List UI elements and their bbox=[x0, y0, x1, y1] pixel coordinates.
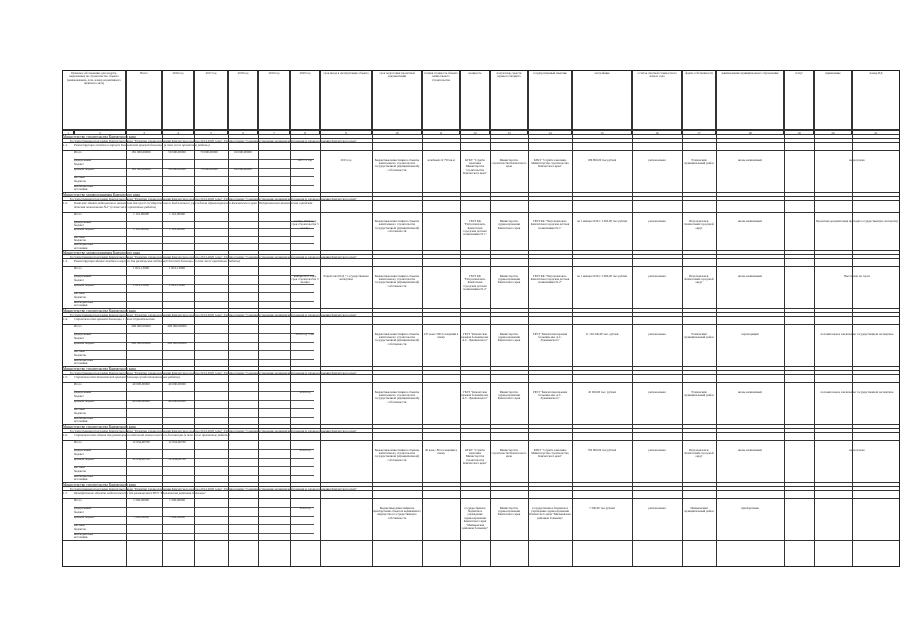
object-cell-c22: положительное заключение государственной экспертизы bbox=[820, 332, 894, 336]
finance-value: 12 934,00700 bbox=[132, 440, 150, 444]
column-number: 5 bbox=[194, 130, 228, 135]
program-row: Государственная программа Камчатского края "Развитие здравоохранения Камчатского края на 2014-2020 годы", Подпрограмма "Совершенствование медицинской помощи и здравоохранения Камчатского края" bbox=[62, 197, 900, 201]
object-cell-c22: не получено bbox=[849, 158, 865, 162]
section-row: Министерство строительства Камчатского края bbox=[62, 425, 900, 429]
column-header: срок ввода в эксплуатацию объекта bbox=[320, 70, 372, 130]
object-cell-c19: региональная bbox=[648, 506, 666, 510]
object-cell-c11: 2016 год bbox=[299, 390, 311, 394]
object-cell-c19: региональная bbox=[648, 332, 666, 336]
column-number: 8 bbox=[290, 130, 320, 135]
program-row: Государственная программа Камчатского края "Развитие здравоохранения Камчатского края на 2014-2020 годы", Подпрограмма "Совершенствование медицинской помощи и здравоохранения Камчатского края" bbox=[62, 313, 900, 317]
object-cell-c13: Бюджетные инвестиции в объекты капитального строительства государственной (муниципальной) собственности bbox=[374, 274, 420, 288]
object-cell-c11: 2017, 2 год bbox=[298, 158, 312, 162]
column-line bbox=[422, 70, 423, 567]
finance-value: 70 000,00000 bbox=[200, 166, 218, 171]
column-line bbox=[490, 70, 491, 567]
object-cell-c22: Выставлен на торги bbox=[844, 274, 870, 278]
program-row: Государственная программа Камчатского края "Развитие здравоохранения Камчатского края на 2014-2020 годы", Подпрограмма "Совершенствование медицинской помощи и здравоохранения Камчатского края" bbox=[62, 255, 900, 259]
column-line bbox=[162, 70, 163, 567]
column-header: наименование муниципального образования bbox=[716, 70, 784, 130]
section-row: Министерство строительства Камчатского края bbox=[62, 483, 900, 487]
column-line bbox=[228, 70, 229, 567]
object-index: 1.4. bbox=[63, 317, 68, 321]
object-cell-c15: государственное бюджетное учреждение здравоохранения Камчатского края "Мильковская районная больница" bbox=[462, 506, 488, 530]
object-cell-c18: 792 800,00 тыс.рублей bbox=[587, 448, 617, 452]
object-cell-c19: региональная bbox=[648, 219, 666, 223]
finance-label: краевой бюджет bbox=[74, 227, 95, 232]
finance-label: краевой бюджет bbox=[74, 340, 95, 345]
object-title: Реконструкция здания лечебного корпуса для размещения отделений детской больницы (в том числе проектные работы) bbox=[74, 259, 241, 263]
column-line bbox=[290, 70, 291, 567]
column-number: 4 bbox=[162, 130, 194, 135]
finance-value: 12 934,00700 bbox=[168, 456, 186, 461]
object-cell-c21: вновь начинаемый bbox=[738, 448, 762, 452]
finance-label: краевой бюджет bbox=[74, 514, 95, 519]
finance-value: 200 000,00000 bbox=[131, 340, 151, 345]
column-header: 2020 год bbox=[290, 70, 320, 130]
finance-label: Итого bbox=[74, 382, 82, 386]
object-cell-c11: 2018 год, 5 лет bbox=[295, 332, 315, 336]
object-cell-c21: приобретение bbox=[741, 506, 759, 510]
object-cell-c19: региональная bbox=[648, 390, 666, 394]
finance-label: внебюджетные источники bbox=[74, 299, 94, 307]
column-number: 6 bbox=[228, 130, 258, 135]
column-header: получатель средств краевого бюджета bbox=[490, 70, 528, 130]
finance-value: 1 110,00000 bbox=[133, 212, 149, 216]
object-title-row bbox=[62, 201, 900, 213]
object-cell-c20: Петропавловск-Камчатский городской округ bbox=[684, 219, 714, 230]
finance-label: федеральный бюджет bbox=[74, 332, 92, 340]
object-title-row bbox=[62, 433, 900, 441]
object-cell-c13: Бюджетные инвестиции на приобретение объектов недвижимого имущества в государственную собственность bbox=[373, 506, 421, 520]
object-title-row bbox=[62, 375, 900, 383]
column-line bbox=[852, 70, 853, 567]
object-title: Строительство Камчатской краевой больницы (подготовительные работы) bbox=[74, 375, 180, 379]
finance-label: внебюджетные источники bbox=[74, 357, 94, 365]
finance-label: Итого bbox=[74, 266, 82, 270]
column-number: 10 bbox=[372, 130, 422, 135]
object-cell-c13: Бюджетные инвестиции в объекты капитального строительства государственной (муниципальной) собственности bbox=[374, 332, 420, 346]
column-header: 2016 год bbox=[162, 70, 194, 130]
object-cell-c15: ГБУЗ КК "Петропавловск-Камчатская городская детская поликлиника № 2" bbox=[463, 274, 487, 292]
column-line bbox=[460, 70, 461, 567]
object-cell-c16: Министерство здравоохранения Камчатского края bbox=[497, 274, 521, 285]
section-row: Министерство строительства Камчатского края bbox=[62, 135, 900, 139]
finance-value: 1 821,13000 bbox=[169, 282, 185, 287]
column-number: 2 bbox=[74, 130, 126, 135]
section-row: Министерство здравоохранения Камчатского края bbox=[62, 251, 900, 255]
column-number: 1 bbox=[62, 130, 74, 135]
object-cell-c20: Елизовский муниципальный район bbox=[684, 158, 714, 165]
object-title: Приобретение объекта недвижимости для размещения ГБУЗ "Мильковская районная больница" bbox=[74, 491, 206, 495]
finance-value: 60 000,00000 bbox=[234, 166, 252, 171]
column-header: 2017 год bbox=[194, 70, 228, 130]
finance-value: 1 821,13000 bbox=[133, 282, 149, 287]
object-index: 1.5. bbox=[63, 375, 68, 379]
object-block bbox=[62, 267, 900, 309]
column-header: примечание bbox=[814, 70, 852, 130]
finance-label: Итого bbox=[74, 324, 82, 328]
finance-label: федеральный бюджет bbox=[74, 158, 92, 166]
object-cell-c20: Елизовский муниципальный район bbox=[684, 332, 714, 339]
object-cell-c18: 186 800,00 тыс.рублей bbox=[587, 158, 617, 162]
object-cell-c11: октябрь 2016 года, срок строительства 3 месяца bbox=[291, 219, 319, 230]
object-cell-c11: 2016 год bbox=[299, 448, 311, 452]
object-cell-c21: вновь начинаемый bbox=[738, 274, 762, 278]
object-block bbox=[62, 441, 900, 483]
column-number: 21 bbox=[852, 130, 900, 135]
object-block bbox=[62, 499, 900, 541]
finance-label: Итого bbox=[74, 212, 82, 216]
section-row: Министерство строительства Камчатского края bbox=[62, 367, 900, 371]
object-cell-c17: КГКУ "Служба заказчика Министерства строительства Камчатского края" bbox=[531, 158, 569, 169]
finance-label: краевой бюджет bbox=[74, 398, 95, 403]
object-block bbox=[62, 213, 900, 251]
object-cell-c15: ГБУЗ "Камчатская краевая больница им. А.С. Лукашевского" bbox=[461, 332, 489, 343]
column-line bbox=[784, 70, 785, 567]
finance-value: 12 934,00700 bbox=[132, 456, 150, 461]
finance-value: 7 200,00000 bbox=[133, 498, 149, 502]
finance-value: 70 000,00000 bbox=[200, 150, 218, 154]
finance-value: 1 821,13000 bbox=[169, 266, 185, 270]
column-header: срок подготовки проектной документации bbox=[372, 70, 422, 130]
column-line bbox=[682, 70, 683, 567]
object-cell-c13: Бюджетные инвестиции в объекты капитального строительства государственной (муниципальной) собственности bbox=[374, 158, 420, 172]
object-cell-c14: лечебный 12 759 кв.м bbox=[427, 158, 455, 162]
program-row: Государственная программа Камчатского края "Развитие здравоохранения Камчатского края на 2014-2020 годы", Подпрограмма "Совершенствование медицинской помощи и здравоохранения Камчатского края" bbox=[62, 429, 900, 433]
object-cell-c16: Министерство строительства Камчатского края bbox=[491, 448, 527, 459]
object-cell-c16: Министерство здравоохранения Камчатского края bbox=[497, 219, 521, 230]
column-number: 18 bbox=[716, 130, 784, 135]
column-number: 9 bbox=[320, 130, 372, 135]
object-title-row bbox=[62, 259, 900, 267]
object-cell-c18: на 1 января 2016 г. 3 002,00 тыс.рублей bbox=[577, 219, 627, 223]
finance-label: внебюджетные источники bbox=[74, 531, 94, 539]
object-cell-c15: ГБУЗ КК "Петропавловск-Камчатская городская детская поликлиника № 1" bbox=[463, 219, 487, 237]
object-cell-c17: государственное бюджетное учреждение здравоохранения Камчатского края "Мильковская районная больница" bbox=[529, 506, 571, 520]
finance-value: 60 000,00000 bbox=[234, 150, 252, 154]
finance-value: 40 000,00000 bbox=[132, 398, 150, 403]
object-cell-c17: ГБУЗ КК "Петропавловск-Камчатская городская детская поликлиника № 2" bbox=[530, 274, 570, 285]
column-number: 14 bbox=[528, 130, 572, 135]
column-line bbox=[814, 70, 815, 567]
column-line bbox=[126, 70, 127, 567]
column-header: форма собственности bbox=[682, 70, 716, 130]
finance-label: Итого bbox=[74, 498, 82, 502]
finance-label: федеральный бюджет bbox=[74, 274, 92, 282]
object-index: 1.7. bbox=[63, 491, 68, 495]
finance-value: 181 000,00000 bbox=[131, 166, 151, 171]
column-number: 16 bbox=[632, 130, 682, 135]
finance-label: Итого bbox=[74, 150, 82, 154]
finance-label: местные бюджеты bbox=[74, 175, 86, 183]
object-index: 1.3. bbox=[63, 259, 68, 263]
column-line bbox=[572, 70, 573, 567]
program-row: Государственная программа Камчатского края "Развитие здравоохранения Камчатского края на 2014-2020 годы", Подпрограмма "Совершенствование медицинской помощи и здравоохранения Камчатского края" bbox=[62, 371, 900, 375]
object-cell-c17: ГБУЗ "Камчатская краевая больница им. А.С. Лукашевского" bbox=[532, 390, 568, 401]
column-line bbox=[320, 70, 321, 567]
column-header: полная стоимость объекта капитального строительства bbox=[422, 70, 460, 130]
finance-label: федеральный бюджет bbox=[74, 390, 92, 398]
object-title: Реконструкция лечебного корпуса Камчатской краевой больницы (в том числе проектные работы) bbox=[74, 143, 210, 147]
object-cell-c20: Мильковский муниципальный район bbox=[684, 506, 714, 513]
object-cell-c16: Министерство здравоохранения Камчатского края bbox=[497, 506, 521, 517]
program-row: Государственная программа Камчатского края "Развитие здравоохранения Камчатского края на 2014-2020 годы", Подпрограмма "Совершенствование медицинской помощи и здравоохранения Камчатского края" bbox=[62, 487, 900, 491]
object-cell-c13: Бюджетные инвестиции в объекты капитального строительства государственной (муниципальной) собственности bbox=[374, 390, 420, 404]
column-header: Всего bbox=[126, 70, 162, 130]
object-title-row bbox=[62, 143, 900, 151]
finance-label: федеральный бюджет bbox=[74, 219, 92, 227]
object-cell-c12: 2015 год bbox=[340, 158, 352, 162]
column-number: 7 bbox=[258, 130, 290, 135]
object-cell-c22: положительное заключение государственной экспертизы bbox=[820, 390, 894, 394]
column-header: мощность bbox=[460, 70, 490, 130]
finance-value: 1 110,00000 bbox=[169, 212, 185, 216]
finance-value: 40 000,00000 bbox=[168, 398, 186, 403]
finance-value: 200 000,00000 bbox=[167, 324, 187, 328]
column-header: Правовое обоснование для средств, выделенных на строительство объекта (наименование, дата, номер нормативного правового акта) bbox=[62, 70, 126, 130]
object-cell-c13: Бюджетные инвестиции в объекты капитального строительства государственной (муниципальной) собственности bbox=[374, 219, 420, 234]
finance-label: внебюджетные источники bbox=[74, 242, 94, 250]
object-cell-c16: Министерство здравоохранения Камчатского края bbox=[497, 332, 521, 343]
object-title: Строительство краевой больницы, 1 этап строительства bbox=[74, 317, 155, 321]
object-cell-c15: КГКУ "Служба заказчика Министерства строительства Камчатского края" bbox=[463, 158, 487, 176]
finance-value: 200 000,00000 bbox=[131, 324, 151, 328]
finance-label: внебюджетные источники bbox=[74, 473, 94, 481]
object-cell-c21: вновь начинаемый bbox=[738, 219, 762, 223]
object-cell-c18: 11 159 240,00 тыс. рублей bbox=[585, 332, 619, 336]
object-cell-c16: Министерство здравоохранения Камчатского края bbox=[497, 390, 521, 401]
column-number: 12 bbox=[460, 130, 490, 135]
finance-label: внебюджетные источники bbox=[74, 415, 94, 423]
finance-value: 200 000,00000 bbox=[167, 340, 187, 345]
object-cell-c11: 2016 год bbox=[299, 506, 311, 510]
column-header: государственный заказчик bbox=[528, 70, 572, 130]
finance-value: 1 821,13000 bbox=[133, 266, 149, 270]
object-index: 1.6. bbox=[63, 433, 68, 437]
section-row: Министерство здравоохранения Камчатского края bbox=[62, 193, 900, 197]
object-cell-c17: ГБУЗ "Камчатская краевая больница им. А.С. Лукашевского" bbox=[532, 332, 568, 343]
object-cell-c21: вновь начинаемый bbox=[738, 390, 762, 394]
finance-label: местные бюджеты bbox=[74, 407, 86, 415]
finance-label: краевой бюджет bbox=[74, 456, 95, 461]
object-cell-c21: вновь начинаемый bbox=[738, 158, 762, 162]
object-cell-c13: Бюджетные инвестиции в объекты капитального строительства государственной (муниципальной) собственности bbox=[374, 448, 420, 462]
finance-label: местные бюджеты bbox=[74, 349, 86, 357]
object-cell-c14: 237 коек/ 500 посещений в смену bbox=[423, 332, 459, 339]
column-header: номер ПД bbox=[852, 70, 900, 130]
object-cell-c17: ГБУЗ КК "Петропавловск-Камчатская городская детская поликлиника № 1" bbox=[530, 219, 570, 230]
object-cell-c19: региональная bbox=[648, 274, 666, 278]
object-title-row bbox=[62, 491, 900, 499]
finance-label: местные бюджеты bbox=[74, 523, 86, 531]
object-cell-c19: региональная bbox=[648, 448, 666, 452]
object-block bbox=[62, 383, 900, 425]
finance-value: 1 110,00000 bbox=[133, 227, 149, 232]
object-cell-c14: 40 коек / 80 посещений в смену bbox=[425, 448, 457, 455]
column-number: 3 bbox=[126, 130, 162, 135]
object-cell-c22: не получено bbox=[849, 448, 865, 452]
column-number: 19 bbox=[784, 130, 814, 135]
finance-value: 40 000,00000 bbox=[132, 382, 150, 386]
finance-label: местные бюджеты bbox=[74, 291, 86, 299]
column-header: 2018 год bbox=[228, 70, 258, 130]
column-number: 17 bbox=[682, 130, 716, 135]
object-cell-c16: Министерство строительства Камчатского края bbox=[491, 158, 527, 169]
object-cell-c20: Петропавловск-Камчатский городской округ bbox=[684, 274, 714, 285]
finance-label: краевой бюджет bbox=[74, 282, 95, 287]
finance-value: 1 110,00000 bbox=[169, 227, 185, 232]
finance-label: федеральный бюджет bbox=[74, 448, 92, 456]
object-cell-c18: 45 000,00 тыс. рублей bbox=[588, 390, 616, 394]
column-header: застройщик bbox=[572, 70, 632, 130]
finance-label: местные бюджеты bbox=[74, 465, 86, 473]
finance-value: 181 000,00000 bbox=[131, 150, 151, 154]
object-cell-c11: ноябрь 2017 года, срок строительства 3 месяца bbox=[291, 274, 319, 285]
program-row: Государственная программа Камчатского края "Развитие здравоохранения Камчатского края на 2014-2020 годы", Подпрограмма "Совершенствование медицинской помощи и здравоохранения Камчатского края" bbox=[62, 139, 900, 143]
object-index: 1.1. bbox=[63, 143, 68, 147]
object-cell-c18: 7 200,00 тыс.рублей bbox=[589, 506, 615, 510]
column-number: 20 bbox=[814, 130, 852, 135]
finance-value: 7 200,00000 bbox=[133, 514, 149, 519]
object-title: Строительство здания для размещения отделений онкологического диспансера (в том числе проектные работы) bbox=[74, 433, 230, 437]
column-number: 15 bbox=[572, 130, 632, 135]
column-line bbox=[194, 70, 195, 567]
object-cell-c19: региональная bbox=[648, 158, 666, 162]
object-title: Комплекс зданий медицинского назначения для нужд государственного бюджетного учреждения здравоохранения Камчатского края "Петропавловск-Камчатская городская детская поликлиника №1" (в том числе проектные работы) bbox=[74, 201, 313, 209]
column-header: статус bbox=[784, 70, 814, 130]
object-cell-c15: КГКУ "Служба заказчика Министерства строительства Камчатского края" bbox=[463, 448, 487, 466]
object-block bbox=[62, 151, 900, 193]
document-sheet bbox=[62, 70, 900, 590]
column-number: 11 bbox=[422, 130, 460, 135]
finance-value: 7 200,00000 bbox=[169, 514, 185, 519]
finance-value: 7 200,00000 bbox=[169, 498, 185, 502]
object-block bbox=[62, 325, 900, 367]
column-line bbox=[258, 70, 259, 567]
object-title-row bbox=[62, 317, 900, 325]
object-cell-c21: переходящий bbox=[741, 332, 759, 336]
object-cell-c17: КГКУ "Служба заказчика Министерства строительства Камчатского края" bbox=[531, 448, 569, 459]
object-cell-c20: Елизовский муниципальный район bbox=[684, 390, 714, 397]
column-line bbox=[632, 70, 633, 567]
column-line bbox=[528, 70, 529, 567]
column-header: 2019 год bbox=[258, 70, 290, 130]
object-cell-c12: Разработка ПСД + государственная экспертиза bbox=[323, 274, 369, 281]
finance-label: внебюджетные источники bbox=[74, 183, 94, 191]
object-cell-c18: на 1 января 2016 г. 2 900,00 тыс.рублей bbox=[577, 274, 627, 278]
finance-value: 12 934,00700 bbox=[168, 440, 186, 444]
column-number: 13 bbox=[490, 130, 528, 135]
object-index: 1.2. bbox=[63, 201, 68, 205]
column-header: остаток сметной стоимости на начало года bbox=[632, 70, 682, 130]
finance-label: местные бюджеты bbox=[74, 234, 86, 243]
object-cell-c15: ГБУЗ "Камчатская краевая больница им. А.С. Лукашевского" bbox=[461, 390, 489, 401]
finance-label: краевой бюджет bbox=[74, 166, 95, 171]
finance-label: Итого bbox=[74, 440, 82, 444]
finance-value: 50 000,00000 bbox=[168, 150, 186, 154]
finance-value: 50 000,00000 bbox=[168, 166, 186, 171]
finance-value: 40 000,00000 bbox=[168, 382, 186, 386]
column-line bbox=[372, 70, 373, 567]
finance-label: федеральный бюджет bbox=[74, 506, 92, 514]
object-cell-c22: Проектная документация проходит государственную экспертизу bbox=[815, 219, 899, 223]
object-cell-c20: Петропавловск-Камчатский городской округ bbox=[684, 448, 714, 459]
column-line bbox=[716, 70, 717, 567]
section-row: Министерство строительства Камчатского края bbox=[62, 309, 900, 313]
